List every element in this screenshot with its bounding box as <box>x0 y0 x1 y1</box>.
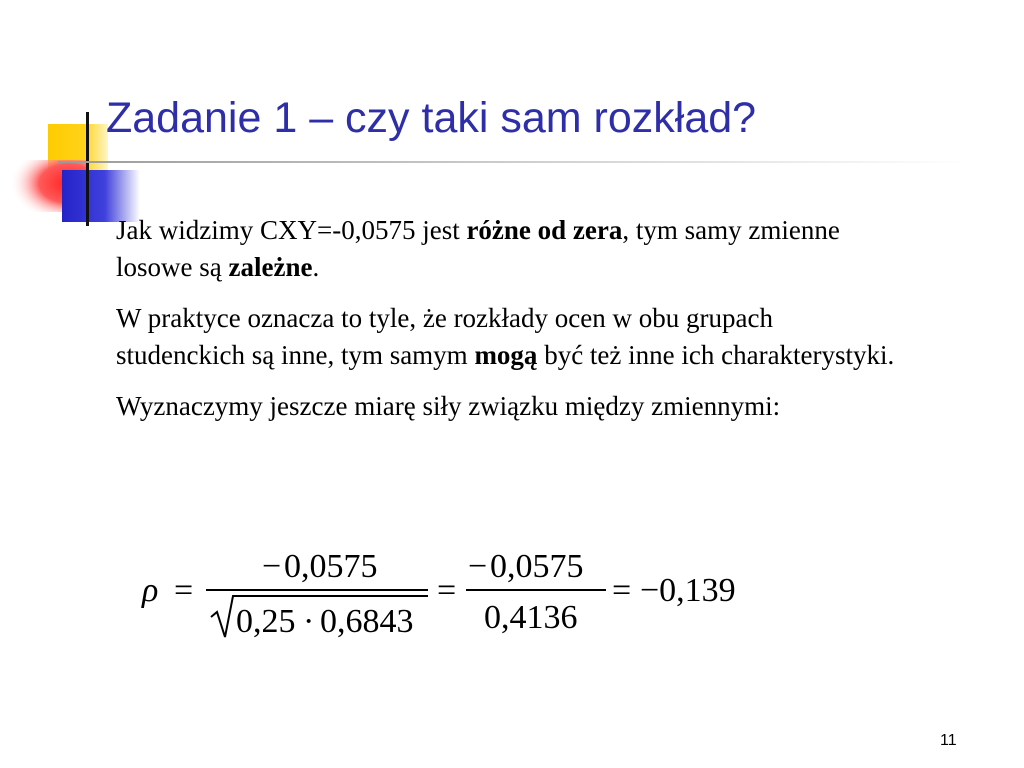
formula-numerator-2-minus: − <box>468 548 488 585</box>
formula-equals-3: = <box>612 572 632 609</box>
formula-result: −0,139 <box>640 572 736 609</box>
formula-denominator-1b: 0,6843 <box>320 603 414 640</box>
formula-numerator-2: 0,0575 <box>490 548 584 585</box>
p1-text-2: , tym samy zmienne losowe są <box>116 215 840 282</box>
fraction-bar-1 <box>206 589 428 591</box>
formula-equals-1: = <box>174 572 194 609</box>
formula-equals-2: = <box>437 572 457 609</box>
fraction-bar-2 <box>466 589 606 591</box>
p3-text-1: Wyznaczymy jeszcze miarę siły związku między zmiennymi: <box>116 391 781 421</box>
p2-text-2: być też inne ich charakterystyki. <box>537 340 895 370</box>
p1-bold-2: zależne <box>228 252 313 282</box>
p1-text-3: . <box>312 252 320 282</box>
slide-title: Zadanie 1 – czy taki sam rozkład? <box>106 94 757 142</box>
p2-bold-1: mogą <box>474 340 538 370</box>
p1-text-1: Jak widzimy CXY=-0,0575 jest <box>116 215 467 245</box>
page-number: 11 <box>940 732 957 749</box>
formula-denominator-1a: 0,25 <box>236 603 296 640</box>
p2-text-1: W praktyce oznacza to tyle, że rozkłady ocen w obu grupach studenckich są inne, tym samym <box>116 303 773 370</box>
formula-dot: · <box>303 603 315 640</box>
formula-numerator-1-minus: − <box>262 548 282 585</box>
formula-rho: ρ <box>142 572 159 609</box>
p1-bold-1: różne od zera <box>466 215 623 245</box>
formula-denominator-2: 0,4136 <box>484 599 578 636</box>
formula-numerator-1: 0,0575 <box>284 548 378 585</box>
